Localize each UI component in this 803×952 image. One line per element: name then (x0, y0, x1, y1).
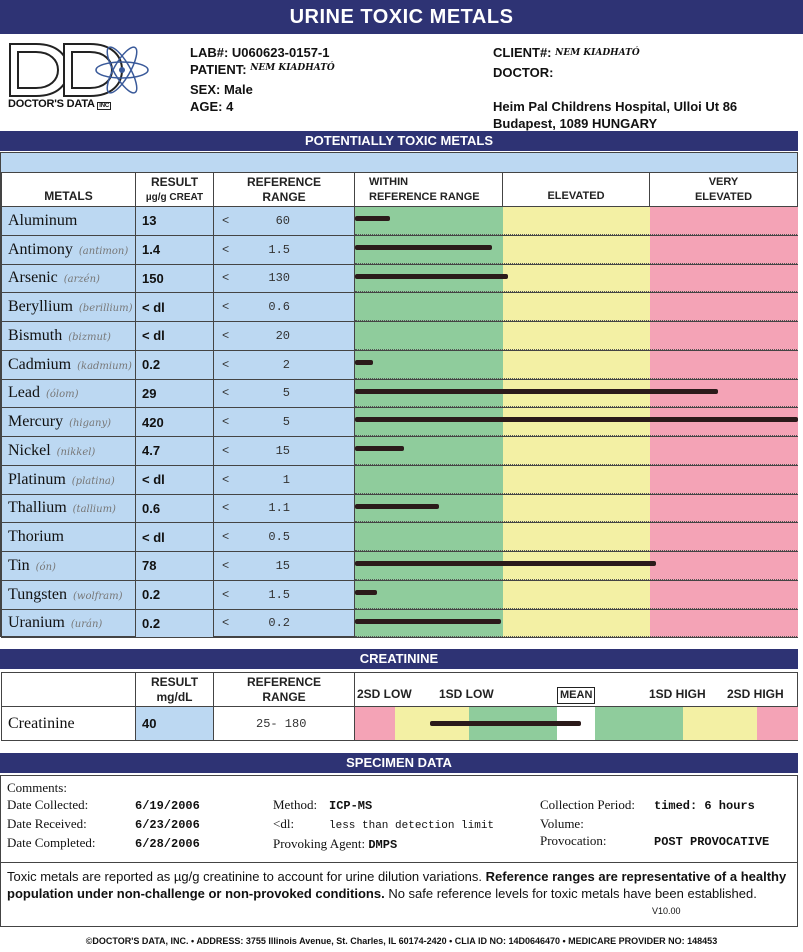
metal-gauge (355, 408, 798, 437)
creat-blank-header (2, 673, 136, 707)
completed-value: 6/28/2006 (135, 837, 200, 851)
col-within-line2: REFERENCE RANGE (369, 190, 480, 203)
table-row (2, 580, 798, 609)
col-result-label: RESULT (150, 174, 199, 189)
creatinine-bar (430, 721, 581, 726)
col-within-line1: WITHIN (369, 175, 409, 188)
metal-name: Uranium (8, 614, 65, 632)
ref-value: 15 (275, 558, 290, 573)
table-row (2, 465, 798, 494)
specimen-divider (0, 862, 798, 863)
ref-value: 15 (275, 443, 290, 458)
col-very-line2: ELEVATED (694, 190, 753, 203)
metal-note: (nikkel) (56, 446, 96, 458)
col-result-unit: µg/g CREAT (145, 191, 204, 203)
note-part1: Toxic metals are reported as µg/g creatinine to account for urine dilution variations. (7, 869, 486, 884)
ref-value: 2 (282, 357, 290, 372)
metal-name: Lead (8, 384, 40, 402)
metal-cell (2, 494, 136, 523)
metal-ref (214, 207, 355, 236)
metal-gauge (355, 235, 798, 264)
age-value: 4 (226, 99, 234, 114)
client-info (493, 44, 793, 132)
metal-note: (antimon) (78, 245, 129, 257)
ref-lt: < (222, 242, 230, 257)
metal-note: (tallium) (72, 504, 116, 516)
metal-ref (214, 235, 355, 264)
ref-lt: < (222, 472, 230, 487)
col-metals: METALS (2, 173, 136, 207)
metal-ref (214, 580, 355, 609)
table-row (2, 207, 798, 236)
creat-col-result-unit: mg/dL (156, 689, 193, 704)
metal-gauge (355, 609, 798, 638)
creat-col-result-label: RESULT (150, 674, 199, 689)
logo-text: DOCTOR'S DATA (8, 98, 95, 110)
metal-ref (214, 437, 355, 466)
metal-result: 0.2 (136, 350, 214, 379)
metal-gauge (355, 580, 798, 609)
ref-value: 60 (275, 213, 290, 228)
scale-1sd-high: 1SD HIGH (649, 687, 706, 701)
received-value: 6/23/2006 (135, 818, 200, 832)
scale-2sd-low: 2SD LOW (357, 687, 412, 701)
patient-value: NEM KIADHATÓ (250, 63, 335, 73)
ref-lt: < (222, 386, 230, 401)
ref-value: 1.5 (268, 587, 290, 602)
metal-result: 0.2 (136, 609, 214, 638)
ref-value: 1.1 (268, 501, 290, 516)
metal-result: 420 (136, 408, 214, 437)
creatinine-section-title: CREATININE (0, 649, 798, 669)
metal-note: (ón) (35, 561, 56, 573)
metal-cell (2, 552, 136, 581)
metal-gauge (355, 379, 798, 408)
col-very-elevated (650, 173, 798, 207)
creatinine-name: Creatinine (2, 707, 136, 741)
metal-ref (214, 465, 355, 494)
metal-result: 29 (136, 379, 214, 408)
metal-name: Thallium (8, 499, 67, 517)
table-row (2, 293, 798, 322)
address-line-1: Heim Pal Childrens Hospital, Ulloi Ut 86 (493, 99, 738, 114)
metal-name: Cadmium (8, 355, 72, 373)
client-value: NEM KIADHATÓ (555, 48, 640, 58)
col-elevated: ELEVATED (503, 173, 650, 207)
specimen-section-title: SPECIMEN DATA (0, 753, 798, 773)
metal-name: Thorium (8, 528, 64, 546)
metal-name: Bismuth (8, 326, 63, 344)
metal-ref (214, 322, 355, 351)
metal-gauge (355, 350, 798, 379)
creat-col-ref-line2: RANGE (262, 689, 306, 704)
toxic-metals-table (1, 172, 798, 638)
metal-result: 78 (136, 552, 214, 581)
result-bar (355, 446, 404, 451)
metal-ref (214, 408, 355, 437)
creatinine-result: 40 (136, 707, 214, 741)
ref-value: 0.2 (268, 616, 290, 631)
ref-value: 1.5 (268, 242, 290, 257)
toxic-section-title: POTENTIALLY TOXIC METALS (0, 131, 798, 151)
specimen-left (7, 779, 267, 853)
agent-value: DMPS (368, 838, 398, 852)
creat-col-reference (214, 673, 355, 707)
sex-value: Male (223, 82, 253, 97)
table-row (2, 437, 798, 466)
result-bar (355, 245, 492, 250)
ref-lt: < (222, 328, 230, 343)
col-ref-line2: RANGE (262, 189, 306, 204)
metal-cell (2, 322, 136, 351)
collected-label: Date Collected: (7, 797, 89, 812)
metal-name: Nickel (8, 441, 51, 459)
col-result (136, 173, 214, 207)
col-very-line1: VERY (708, 175, 739, 188)
specimen-right (540, 796, 796, 851)
metal-result: < dl (136, 465, 214, 494)
comments-label: Comments: (7, 780, 67, 795)
metal-gauge (355, 293, 798, 322)
result-bar (355, 504, 439, 509)
metal-cell (2, 293, 136, 322)
result-bar (355, 590, 377, 595)
metal-gauge (355, 207, 798, 236)
metal-cell (2, 408, 136, 437)
metal-ref (214, 350, 355, 379)
version-label: V10.00 (652, 906, 681, 916)
method-label: Method: (273, 797, 318, 812)
ref-value: 5 (282, 386, 290, 401)
client-label: CLIENT#: (493, 45, 552, 60)
ref-lt: < (222, 587, 230, 602)
patient-info (190, 44, 480, 115)
dl-value: less than detection limit (329, 820, 495, 832)
note-part3: No safe reference levels for toxic metals have been established. (384, 886, 757, 901)
metal-ref (214, 609, 355, 638)
creat-col-ref-line1: REFERENCE (246, 674, 321, 689)
metal-name: Mercury (8, 413, 64, 431)
metal-note: (ólom) (45, 389, 79, 401)
metal-result: 0.2 (136, 580, 214, 609)
metal-name: Tin (8, 556, 30, 574)
metal-note: (kadmium) (77, 360, 132, 372)
ref-value: 0.5 (268, 530, 290, 545)
metal-gauge (355, 494, 798, 523)
col-within (355, 173, 503, 207)
result-bar (355, 216, 390, 221)
metal-cell (2, 609, 136, 638)
metal-result: < dl (136, 322, 214, 351)
creatinine-ref: 25- 180 (214, 707, 355, 741)
lab-label: LAB#: (190, 45, 229, 60)
patient-label: PATIENT: (190, 62, 247, 77)
creat-scale-header (355, 673, 798, 707)
metal-result: < dl (136, 523, 214, 552)
metal-result: 13 (136, 207, 214, 236)
collected-value: 6/19/2006 (135, 799, 200, 813)
metal-name: Aluminum (8, 211, 78, 229)
col-reference (214, 173, 355, 207)
table-row (2, 322, 798, 351)
creat-col-result (136, 673, 214, 707)
creatinine-table (1, 672, 798, 741)
doctor-label: DOCTOR: (493, 65, 554, 80)
metal-name: Beryllium (8, 298, 73, 316)
metal-result: < dl (136, 293, 214, 322)
metal-name: Antimony (8, 240, 73, 258)
metal-gauge (355, 465, 798, 494)
metal-note: (urán) (70, 619, 103, 631)
metal-gauge (355, 322, 798, 351)
provocation-value: POST PROVOCATIVE (654, 835, 770, 849)
table-row (2, 350, 798, 379)
metal-gauge (355, 552, 798, 581)
method-value: ICP-MS (329, 799, 373, 813)
age-label: AGE: (190, 99, 223, 114)
volume-label: Volume: (540, 816, 584, 831)
provocation-label: Provocation: (540, 833, 607, 848)
metal-result: 150 (136, 264, 214, 293)
table-row (2, 264, 798, 293)
metal-gauge (355, 523, 798, 552)
lab-value: U060623-0157-1 (231, 45, 330, 60)
dl-label: <dl: (273, 816, 295, 831)
metal-ref (214, 293, 355, 322)
metal-note: (higany) (69, 418, 111, 430)
table-row (2, 609, 798, 638)
metal-cell (2, 580, 136, 609)
address-line-2: Budapest, 1089 HUNGARY (493, 116, 658, 131)
metal-cell (2, 523, 136, 552)
result-bar (355, 619, 501, 624)
ref-value: 20 (275, 328, 290, 343)
metal-note: (berillium) (78, 303, 133, 315)
metal-result: 4.7 (136, 437, 214, 466)
table-row (2, 494, 798, 523)
metal-cell (2, 207, 136, 236)
metal-cell (2, 350, 136, 379)
table-row (2, 408, 798, 437)
ref-lt: < (222, 415, 230, 430)
agent-label: Provoking Agent: (273, 836, 366, 851)
ref-lt: < (222, 616, 230, 631)
metal-gauge (355, 437, 798, 466)
creatinine-gauge (355, 707, 798, 741)
ref-lt: < (222, 443, 230, 458)
footer-note (7, 868, 793, 902)
copyright: ©DOCTOR'S DATA, INC. • ADDRESS: 3755 Illinois Avenue, St. Charles, IL 60174-2420 • CLIA ID NO: 14D0646470 • MEDICARE PROVIDER NO: 148453 (85, 936, 718, 946)
metal-gauge (355, 264, 798, 293)
table-row (2, 379, 798, 408)
metal-ref (214, 264, 355, 293)
ref-value: 5 (282, 415, 290, 430)
metal-note: (bizmut) (68, 331, 111, 343)
ref-lt: < (222, 558, 230, 573)
doctors-data-logo (6, 40, 156, 116)
sex-label: SEX: (190, 82, 221, 97)
result-bar (355, 417, 798, 422)
scale-1sd-low: 1SD LOW (439, 687, 494, 701)
metal-name: Tungsten (8, 585, 67, 603)
metal-note: (platina) (71, 475, 115, 487)
metal-cell (2, 465, 136, 494)
metal-ref (214, 494, 355, 523)
result-bar (355, 389, 718, 394)
ref-value: 0.6 (268, 300, 290, 315)
ref-value: 1 (282, 472, 290, 487)
metal-name: Arsenic (8, 269, 58, 287)
result-bar (355, 360, 373, 365)
metal-cell (2, 235, 136, 264)
metal-cell (2, 379, 136, 408)
ref-lt: < (222, 357, 230, 372)
metal-ref (214, 523, 355, 552)
period-label: Collection Period: (540, 797, 635, 812)
ref-lt: < (222, 213, 230, 228)
metal-result: 0.6 (136, 494, 214, 523)
completed-label: Date Completed: (7, 835, 96, 850)
metal-ref (214, 552, 355, 581)
logo-dd-icon (6, 40, 156, 100)
metal-result: 1.4 (136, 235, 214, 264)
metal-note: (wolfram) (72, 590, 123, 602)
logo-suffix: INC (99, 103, 109, 109)
metal-cell (2, 437, 136, 466)
specimen-middle (273, 796, 535, 854)
ref-lt: < (222, 300, 230, 315)
ref-lt: < (222, 501, 230, 516)
ref-value: 130 (268, 271, 290, 286)
table-row (2, 523, 798, 552)
ref-lt: < (222, 530, 230, 545)
metal-cell (2, 264, 136, 293)
scale-2sd-high: 2SD HIGH (727, 687, 784, 701)
table-row (2, 235, 798, 264)
metal-name: Platinum (8, 470, 66, 488)
result-bar (355, 274, 508, 279)
table-row (2, 552, 798, 581)
received-label: Date Received: (7, 816, 87, 831)
ref-lt: < (222, 271, 230, 286)
period-value: timed: 6 hours (654, 799, 755, 813)
scale-mean: MEAN (557, 687, 595, 704)
result-bar (355, 561, 656, 566)
metal-ref (214, 379, 355, 408)
note-part2: Reference ranges are representative of a healthy population under non-challenge or non-provoked conditions. (7, 869, 787, 901)
col-ref-line1: REFERENCE (246, 174, 321, 189)
page-title: URINE TOXIC METALS (0, 0, 803, 34)
metal-note: (arzén) (63, 274, 100, 286)
